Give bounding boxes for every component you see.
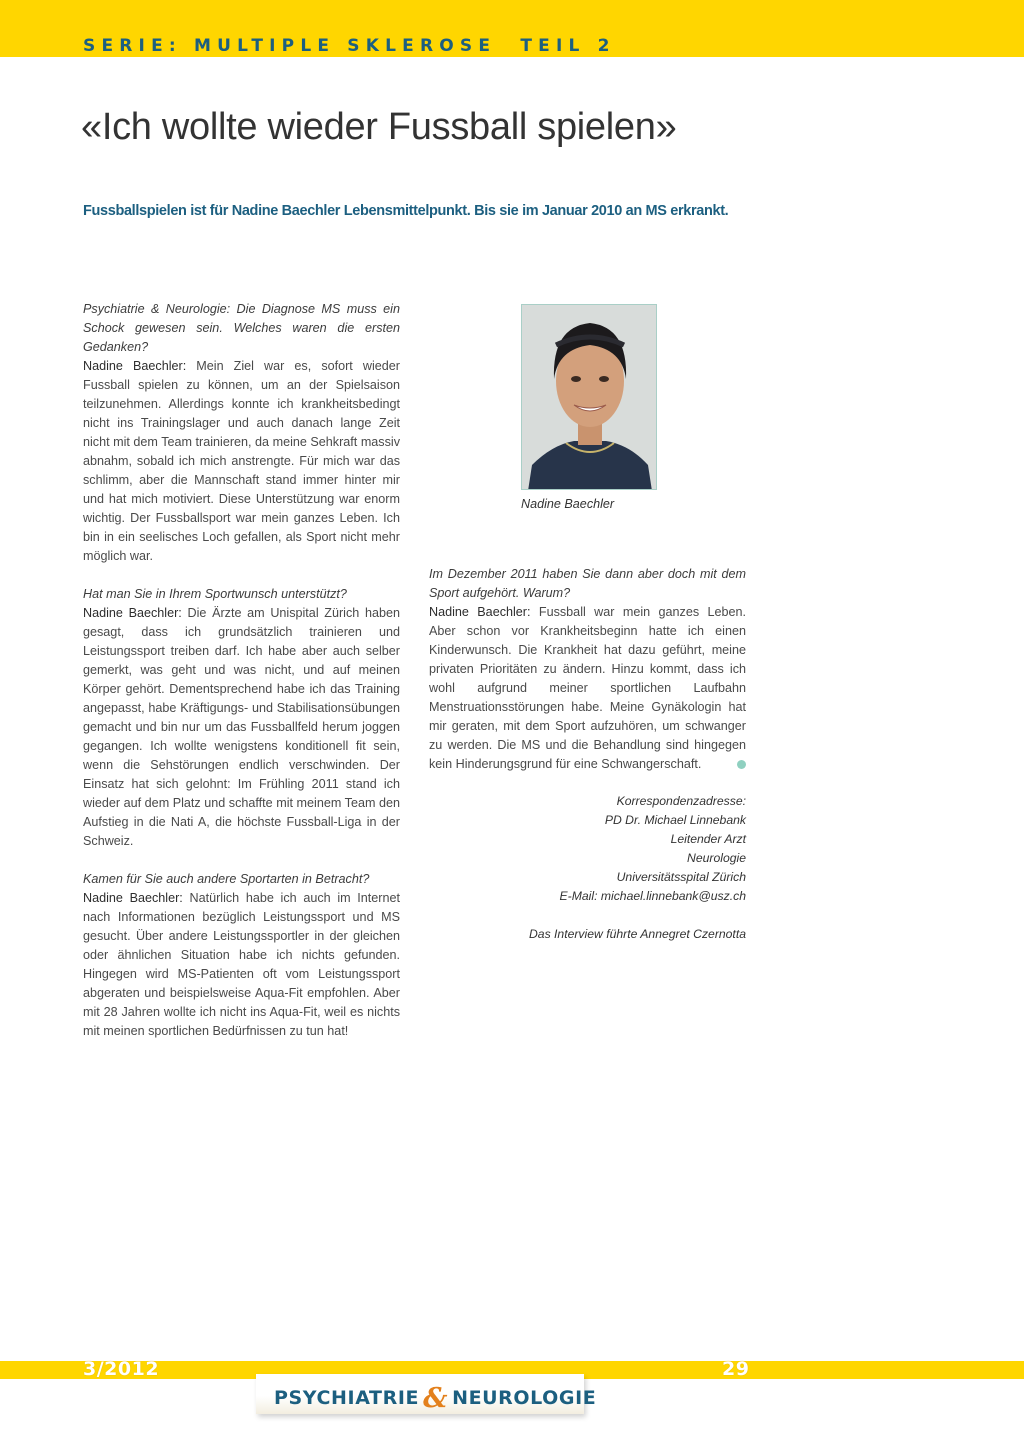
qa-block: [83, 300, 400, 566]
contact-role: Leitender Arzt: [670, 832, 746, 846]
question-text: Hat man Sie in Ihrem Sportwunsch unterstützt?: [83, 587, 347, 601]
question-text: Psychiatrie & Neurologie: Die Diagnose MS muss ein Schock gewesen sein. Welches waren die ersten Gedanken?: [83, 302, 400, 354]
correspondence-address: [429, 792, 746, 944]
portrait-photo: [521, 304, 657, 490]
qa-block: [429, 565, 746, 774]
answer-text: Die Ärzte am Unispital Zürich haben gesagt, dass ich grundsätzlich trainieren und Leistungssport treiben darf. Ich habe aber auch selber gemerkt, was geht und was nicht, und auf meinen Körper gehört. Dementsprechend habe ich das Training angepasst, habe Kräftigungs- und Stabilisationsübungen gemacht und bin nur um das Fussballfeld herum joggen gegangen. Ich wollte wenigstens konditionell fit sein, wenn die Sehstörungen endlich verschwinden. Der Einsatz hat sich gelohnt: Im Frühling 2011 stand ich wieder auf dem Platz und schaffte mit meinem Team den Aufstieg in die Nati A, die höchste Fussball-Liga in der Schweiz.: [83, 606, 400, 848]
contact-name: PD Dr. Michael Linnebank: [604, 813, 746, 827]
answer-text: Mein Ziel war es, sofort wieder Fussball spielen zu können, um an der Spielsaison teilzunehmen. Allerdings konnte ich krankheitsbedingt nicht ins Trainingslager und auch danach lange Zeit nicht mit dem Team trainieren, da meine Sehkraft massiv abnahm, sobald ich mich anstrengte. Für mich war das schlimm, aber die Mannschaft stand immer hinter mir und hat mich motiviert. Diese Unterstützung war enorm wichtig. Der Fussballsport war mein ganzes Leben. Ich bin in ein seelisches Loch gefallen, als Sport nicht mehr möglich war.: [83, 359, 400, 563]
portrait-illustration: [522, 305, 657, 490]
page-number: 29: [722, 1358, 750, 1380]
journal-logo: [256, 1374, 597, 1414]
interview-credit: Das Interview führte Annegret Czernotta: [528, 927, 746, 941]
right-column: [429, 565, 746, 793]
speaker-label: Nadine Baechler:: [83, 606, 182, 620]
article-lead: Fussballspielen ist für Nadine Baechler Lebensmittelpunkt. Bis sie im Januar 2010 an MS erkrankt.: [83, 203, 729, 219]
contact-institution: Universitätsspital Zürich: [616, 870, 746, 884]
question-text: Kamen für Sie auch andere Sportarten in Betracht?: [83, 872, 370, 886]
logo-wordmark: [274, 1380, 597, 1414]
answer-text: Fussball war mein ganzes Leben. Aber schon vor Krankheitsbeginn hatte ich einen Kinderwunsch. Die Krankheit hat dazu geführt, meine privaten Prioritäten zu ändern. Hinzu kommt, dass ich wohl aufgrund meiner sportlichen Laufbahn Menstruationsstörungen habe. Meine Gynäkologin hat mir geraten, mit dem Sport aufzuhören, um schwanger zu werden. Die MS und die Behandlung sind hingegen kein Hinderungsgrund für eine Schwangerschaft.: [429, 605, 747, 771]
speaker-label: Nadine Baechler:: [83, 891, 183, 905]
article-title: «Ich wollte wieder Fussball spielen»: [81, 106, 677, 148]
qa-block: [83, 585, 400, 851]
contact-department: Neurologie: [687, 851, 746, 865]
end-of-article-dot-icon: [737, 760, 746, 769]
speaker-label: Nadine Baechler:: [83, 359, 187, 373]
photo-caption: Nadine Baechler: [521, 497, 615, 511]
contact-label: Korrespondenzadresse:: [616, 794, 746, 808]
left-column: [83, 300, 400, 1060]
answer-text: Natürlich habe ich auch im Internet nach Informationen bezüglich Leistungssport und MS gesucht. Über andere Leistungssportler in der gleichen oder ähnlichen Situation habe ich nichts gefunden. Hingegen wird MS-Patienten oft vom Leistungssport abgeraten und beispielsweise Aqua-Fit empfohlen. Aber mit 28 Jahren wollte ich nicht ins Aqua-Fit, weil es nichts mit meinen sportlichen Bedürfnissen zu tun hat!: [83, 891, 400, 1038]
series-label: SERIE: MULTIPLE SKLEROSE TEIL 2: [83, 36, 616, 56]
issue-number: 3/2012: [83, 1358, 160, 1380]
qa-block: [83, 870, 400, 1041]
logo-ampersand: &: [423, 1383, 449, 1414]
logo-right-word: NEUROLOGIE: [452, 1387, 597, 1409]
speaker-label: Nadine Baechler:: [429, 605, 531, 619]
question-text: Im Dezember 2011 haben Sie dann aber doch mit dem Sport aufgehört. Warum?: [429, 567, 746, 600]
logo-left-word: PSYCHIATRIE: [274, 1387, 420, 1409]
contact-email: E-Mail: michael.linnebank@usz.ch: [559, 889, 746, 903]
